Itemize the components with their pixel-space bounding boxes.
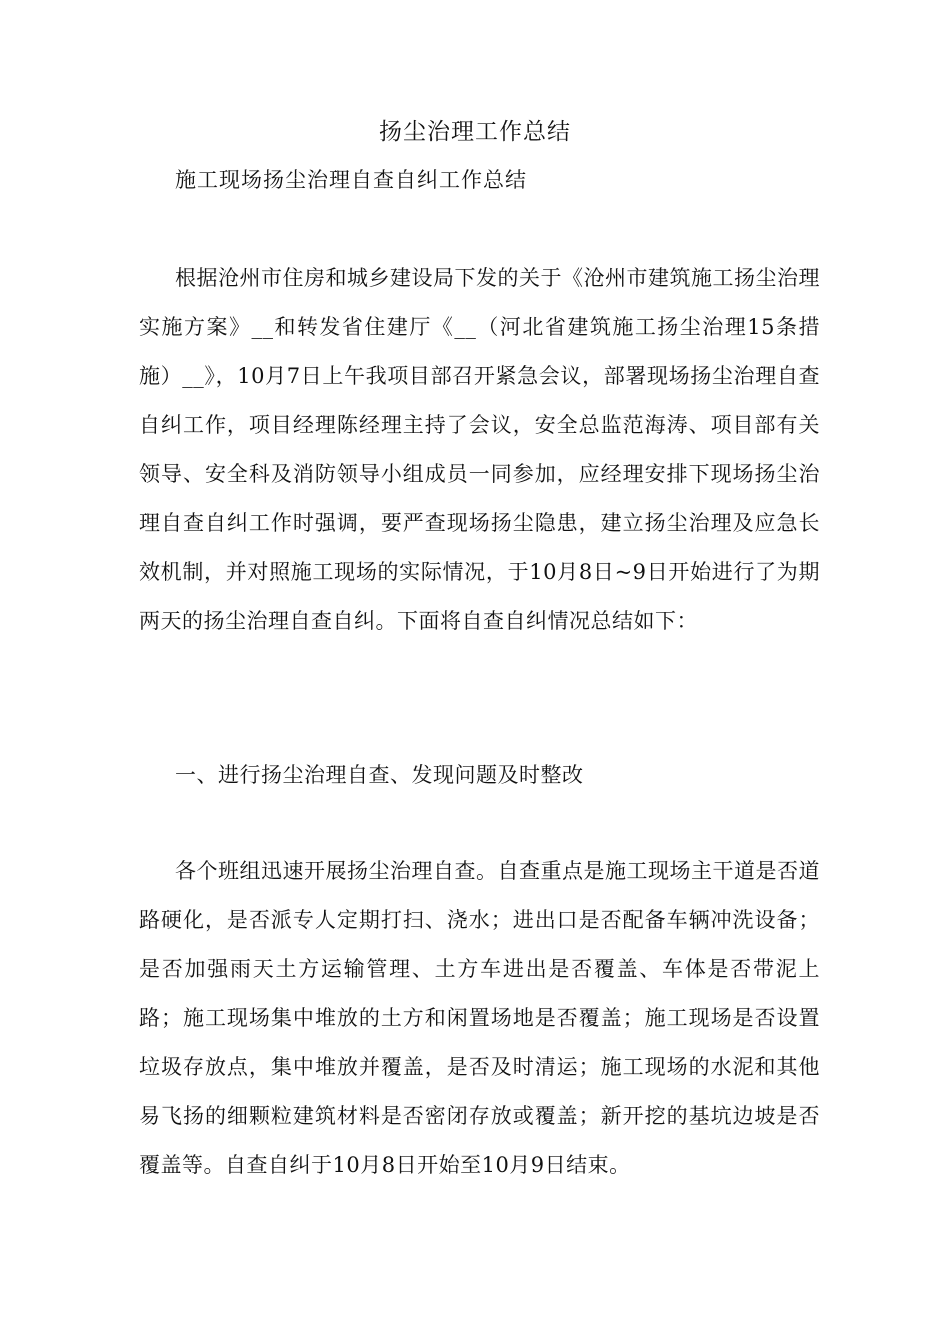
body-paragraph-1: 根据沧州市住房和城乡建设局下发的关于《沧州市建筑施工扬尘治理实施方案》__和转发省住建厅《__（河北省建筑施工扬尘治理15条措施）__》，10月7日上午我项目部召开紧急会议，部署现场扬尘治理自查自纠工作，项目经理陈经理主持了会议，安全总监范海涛、项目部有关领导、安全科及消防领导小组成员一同参加，应经理安排下现场扬尘治理自查自纠工作时强调，要严查现场扬尘隐患，建立扬尘治理及应急长效机制，并对照施工现场的实际情况，于10月8日~9日开始进行了为期两天的扬尘治理自查自纠。下面将自查自纠情况总结如下： — [139, 266, 820, 633]
document-title: 扬尘治理工作总结 — [379, 119, 571, 145]
document-subtitle: 施工现场扬尘治理自查自纠工作总结 — [175, 168, 527, 192]
body-paragraph-2: 各个班组迅速开展扬尘治理自查。自查重点是施工现场主干道是否道路硬化，是否派专人定期打扫、浇水；进出口是否配备车辆冲洗设备；是否加强雨天土方运输管理、土方车进出是否覆盖、车体是否带泥上路；施工现场集中堆放的土方和闲置场地是否覆盖；施工现场是否设置垃圾存放点，集中堆放并覆盖，是否及时清运；施工现场的水泥和其他易飞扬的细颗粒建筑材料是否密闭存放或覆盖；新开挖的基坑边坡是否覆盖等。自查自纠于10月8日开始至10月9日结束。 — [139, 859, 820, 1177]
section-heading-1: 一、进行扬尘治理自查、发现问题及时整改 — [175, 763, 584, 787]
